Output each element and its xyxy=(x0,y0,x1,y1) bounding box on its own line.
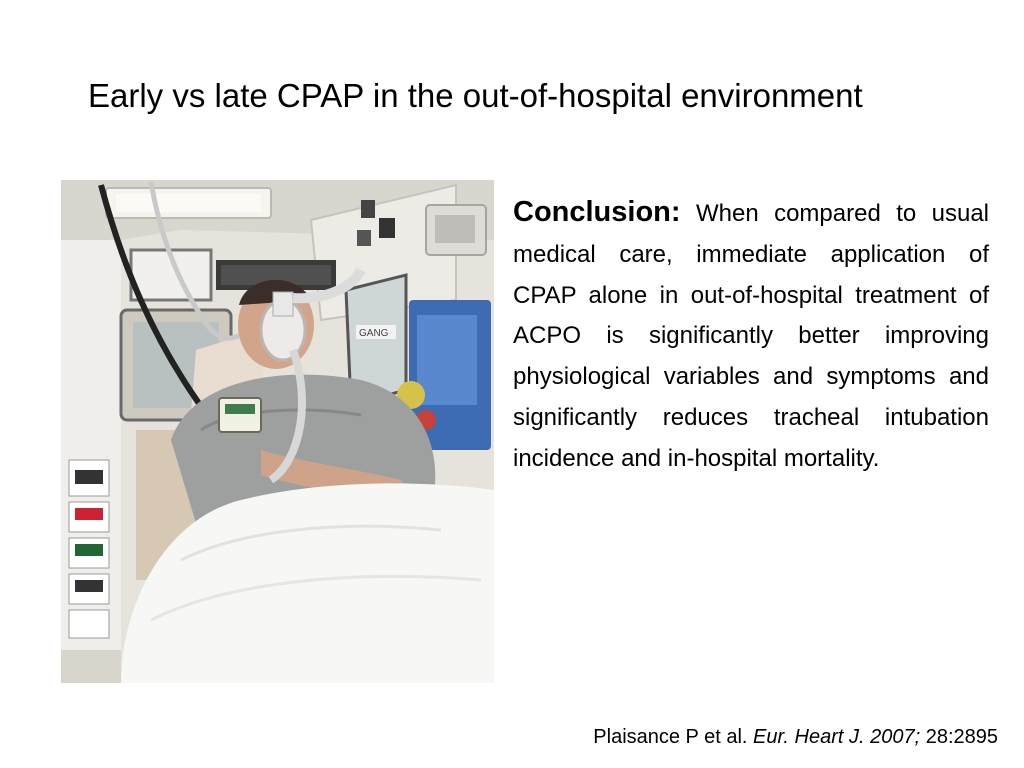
citation-volume-pages: 28:2895 xyxy=(925,726,998,748)
conclusion-text xyxy=(513,192,989,480)
conclusion-body: When compared to usual medical care, immediate application of CPAP alone in out-of-hospital treatment of ACPO is significantly better improving physiological variables and symptoms and significantly reduces tracheal intubation incidence and in-hospital mortality. xyxy=(513,200,990,472)
conclusion-heading: Conclusion: xyxy=(513,196,681,228)
ambulance-cpap-photo xyxy=(61,180,494,683)
citation xyxy=(593,724,998,750)
citation-authors: Plaisance P et al. xyxy=(593,726,748,748)
slide-title: Early vs late CPAP in the out-of-hospital environment xyxy=(88,77,863,114)
citation-journal: Eur. Heart J. 2007; xyxy=(753,726,921,748)
photo-sign-text: GANG xyxy=(359,328,389,339)
